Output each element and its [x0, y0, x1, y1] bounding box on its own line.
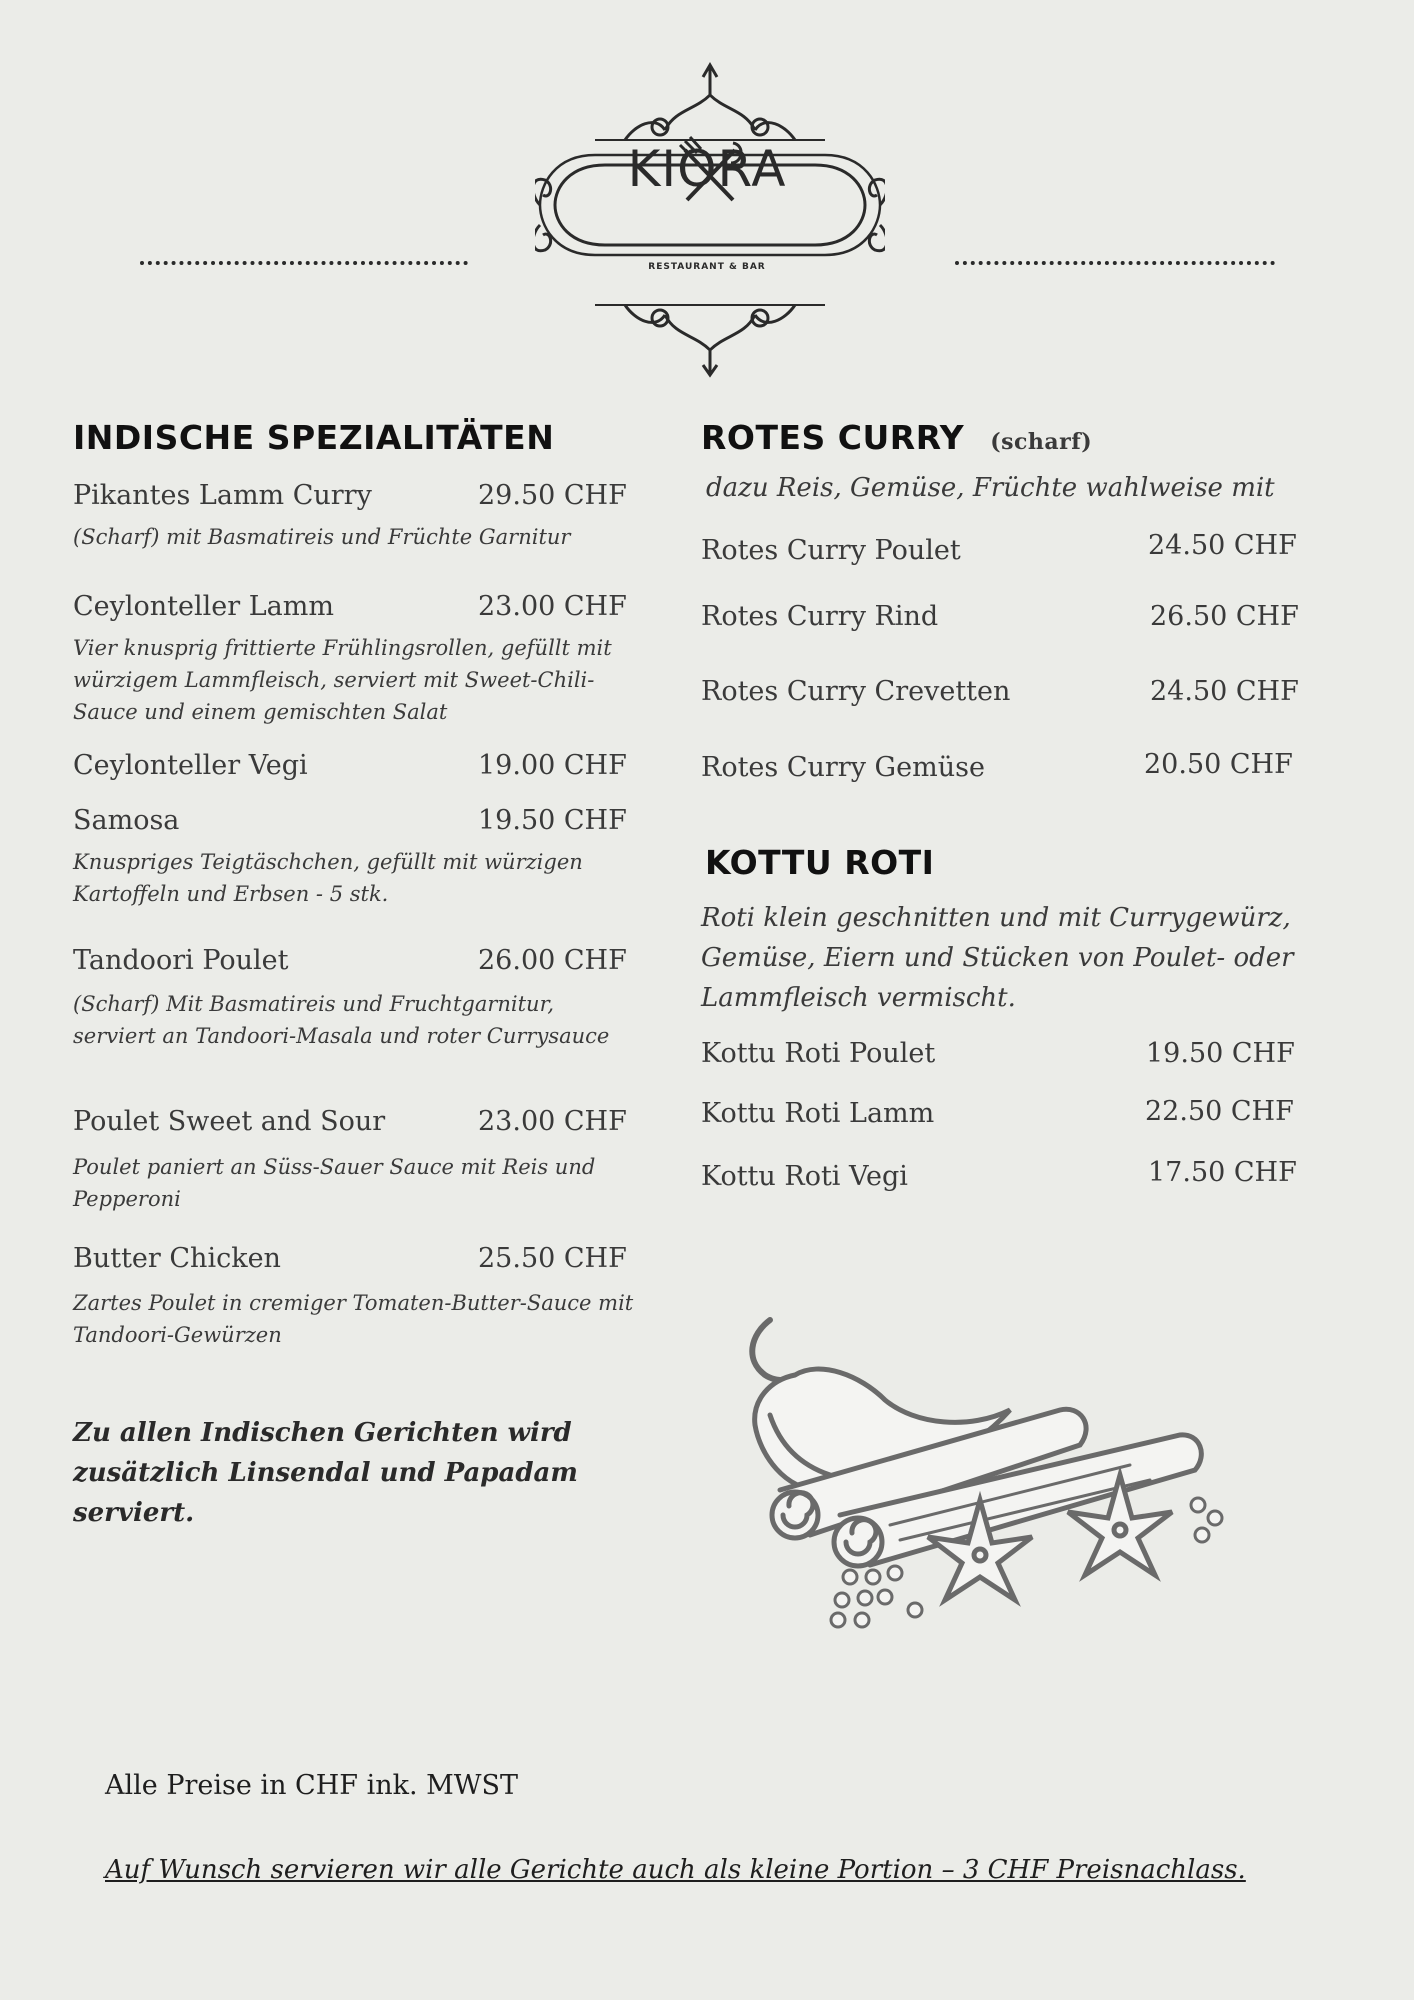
- menu-item-name: Butter Chicken: [73, 1243, 281, 1274]
- brand-name: KIORA: [627, 140, 787, 198]
- menu-item-price: 20.50 CHF: [1144, 749, 1293, 780]
- menu-item-name: Rotes Curry Crevetten: [701, 676, 1011, 707]
- menu-item-name: Ceylonteller Vegi: [73, 750, 308, 781]
- menu-item-price: 26.50 CHF: [1150, 601, 1299, 632]
- menu-item-name: Rotes Curry Gemüse: [701, 752, 985, 783]
- menu-item-name: Samosa: [73, 805, 180, 836]
- menu-item-price: 17.50 CHF: [1148, 1157, 1297, 1188]
- section-desc: Roti klein geschnitten und mit Currygewürz, Gemüse, Eiern und Stücken von Poulet- oder Lammfleisch vermischt.: [701, 903, 1294, 1013]
- menu-item-name: Kottu Roti Poulet: [701, 1038, 936, 1069]
- side-dish-note: Zu allen Indischen Gerichten wird zusätzlich Linsendal und Papadam serviert.: [73, 1418, 578, 1528]
- menu-item-desc: Zartes Poulet in cremiger Tomaten-Butter-Sauce mit Tandoori-Gewürzen: [73, 1291, 634, 1347]
- section-title-kottu-roti: KOTTU ROTI: [705, 843, 935, 882]
- menu-item-name: Rotes Curry Rind: [701, 601, 939, 632]
- menu-item-price: 29.50 CHF: [478, 480, 627, 511]
- section-title-rotes-curry: [701, 418, 1092, 457]
- menu-item-price: 24.50 CHF: [1148, 530, 1297, 561]
- logo-ornament: [535, 55, 885, 385]
- menu-item-name: Pikantes Lamm Curry: [73, 480, 372, 511]
- menu-item-desc: Knuspriges Teigtäschchen, gefüllt mit würzigen Kartoffeln und Erbsen - 5 stk.: [73, 850, 583, 906]
- menu-item-name: Rotes Curry Poulet: [701, 535, 961, 566]
- menu-item-price: 19.50 CHF: [478, 805, 627, 836]
- menu-item-name: Poulet Sweet and Sour: [73, 1106, 386, 1137]
- menu-item-name: Kottu Roti Lamm: [701, 1098, 935, 1129]
- menu-item-name: Kottu Roti Vegi: [701, 1161, 908, 1192]
- menu-item-price: 19.50 CHF: [1146, 1038, 1295, 1069]
- menu-item-name: Ceylonteller Lamm: [73, 591, 334, 622]
- spicy-note: (scharf): [990, 429, 1093, 455]
- menu-item-price: 26.00 CHF: [478, 945, 627, 976]
- section-title-text: ROTES CURRY: [701, 418, 965, 457]
- menu-item-desc: (Scharf) mit Basmatireis und Früchte Garnitur: [73, 525, 571, 549]
- menu-item-price: 25.50 CHF: [478, 1243, 627, 1274]
- menu-item-price: 23.00 CHF: [478, 591, 627, 622]
- chili-cinnamon-star-anise-illustration: [710, 1315, 1230, 1635]
- section-title-indische: INDISCHE SPEZIALITÄTEN: [73, 418, 555, 457]
- menu-item-desc: (Scharf) Mit Basmatireis und Fruchtgarnitur, serviert an Tandoori-Masala und roter Currysauce: [73, 992, 610, 1048]
- menu-item-price: 23.00 CHF: [478, 1106, 627, 1137]
- menu-item-price: 24.50 CHF: [1150, 676, 1299, 707]
- section-subtitle: dazu Reis, Gemüse, Früchte wahlweise mit: [706, 473, 1275, 503]
- brand-subtitle: RESTAURANT & BAR: [648, 262, 766, 272]
- menu-item-price: 19.00 CHF: [478, 750, 627, 781]
- prices-note: Alle Preise in CHF ink. MWST: [105, 1770, 519, 1801]
- menu-item-price: 22.50 CHF: [1145, 1096, 1294, 1127]
- portion-note: Auf Wunsch servieren wir alle Gerichte auch als kleine Portion – 3 CHF Preisnachlass.: [105, 1855, 1246, 1885]
- menu-item-name: Tandoori Poulet: [73, 945, 289, 976]
- menu-item-desc: Vier knusprig frittierte Frühlingsrollen, gefüllt mit würzigem Lammfleisch, serviert mit Sweet-Chili-Sauce und einem gemischten Salat: [73, 636, 612, 724]
- menu-item-desc: Poulet paniert an Süss-Sauer Sauce mit Reis und Pepperoni: [73, 1155, 596, 1211]
